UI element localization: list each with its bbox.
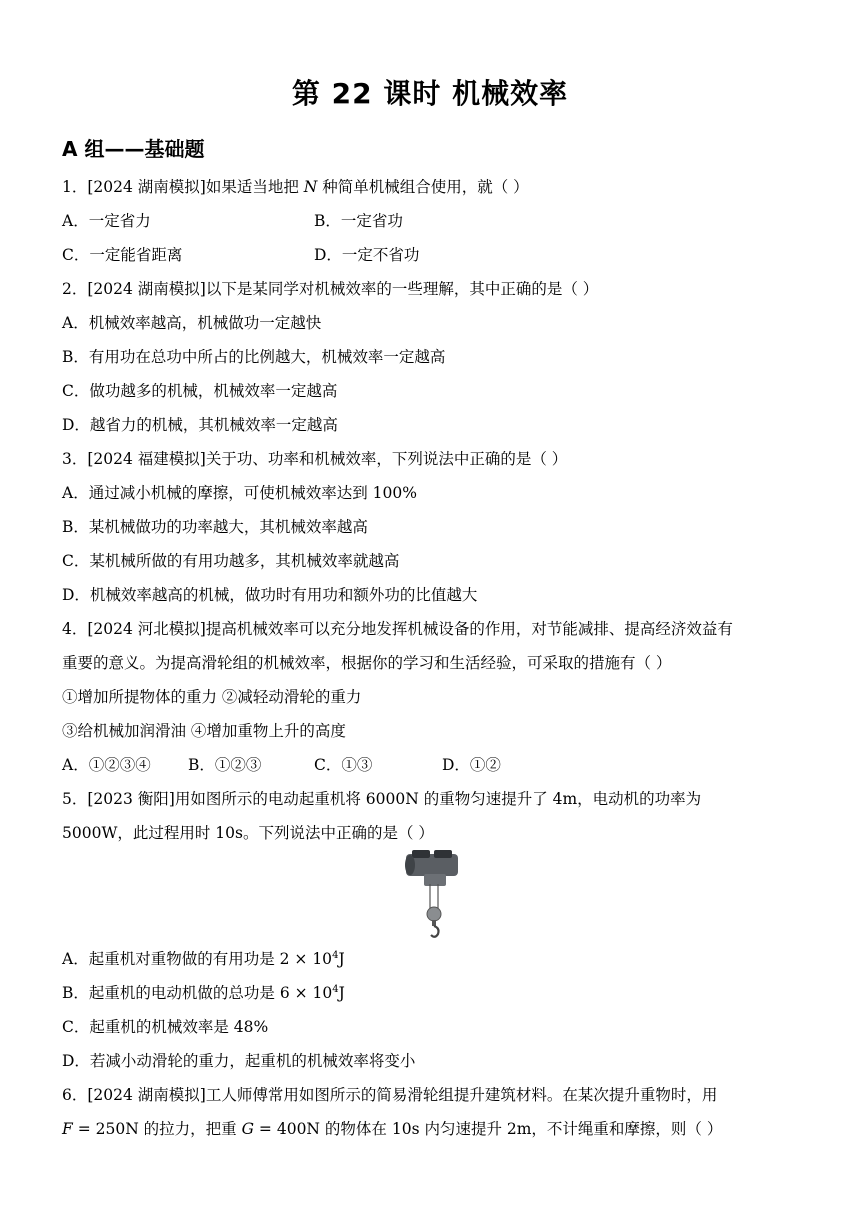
q1-var-n: N	[303, 178, 318, 196]
q5-stem-line1: 5．[2023 衡阳]用如图所示的电动起重机将 6000N 的重物匀速提升了 4m，电动机的功率为	[62, 790, 702, 808]
q5-option-b	[62, 982, 345, 1004]
q5-option-a-text: A．起重机对重物做的有用功是 2 × 10	[62, 950, 333, 968]
q5-option-b-text: B．起重机的电动机做的总功是 6 × 10	[62, 984, 333, 1002]
crane-hook-shank	[432, 920, 436, 926]
q6-var-f: F	[62, 1120, 73, 1138]
q5-option-a-exponent: 4	[332, 950, 339, 961]
q5-option-a-unit: J	[338, 950, 345, 968]
q2-option-d: D．越省力的机械，其机械效率一定越高	[62, 416, 338, 434]
q3-option-d: D．机械效率越高的机械，做功时有用功和额外功的比值越大	[62, 586, 478, 604]
q6-var-g: G	[241, 1120, 254, 1138]
q6-stem-line1: 6．[2024 湖南模拟]工人师傅常用如图所示的简易滑轮组提升建筑材料。在某次提升重物时，用	[62, 1086, 718, 1104]
q1-option-d: D．一定不省功	[314, 246, 420, 264]
q3-option-a: A．通过减小机械的摩擦，可使机械效率达到 100%	[62, 484, 417, 502]
q2-option-a: A．机械效率越高，机械做功一定越快	[62, 314, 322, 332]
crane-drum	[424, 874, 446, 886]
q4-measures-line2: ③给机械加润滑油 ④增加重物上升的高度	[62, 722, 346, 740]
crane-gear-top	[434, 850, 452, 858]
q3-stem: 3．[2024 福建模拟]关于功、功率和机械效率，下列说法中正确的是（ ）	[62, 450, 568, 468]
q1-stem	[62, 176, 529, 198]
crane-pulley	[427, 907, 441, 921]
q5-option-b-unit: J	[338, 984, 345, 1002]
q4-option-d: D．①②	[442, 756, 501, 774]
q1-stem-suffix: 种简单机械组合使用，就（ ）	[317, 178, 529, 196]
q4-stem-line1: 4．[2024 河北模拟]提高机械效率可以充分地发挥机械设备的作用，对节能减排、提高经济效益有	[62, 620, 733, 638]
q6-f-value: = 250N 的拉力，把重	[72, 1120, 242, 1138]
q3-option-b: B．某机械做功的功率越大，其机械效率越高	[62, 518, 368, 536]
q5-option-c: C．起重机的机械效率是 48%	[62, 1018, 269, 1036]
crane-motor-top	[412, 850, 430, 858]
q6-stem-line2	[62, 1118, 722, 1140]
crane-hook-icon	[431, 926, 439, 937]
crane-figure	[404, 848, 460, 940]
q2-option-c: C．做功越多的机械，机械效率一定越高	[62, 382, 338, 400]
page-title: 第 22 课时 机械效率	[291, 77, 569, 110]
crane-end-cap	[405, 855, 415, 875]
q2-option-b: B．有用功在总功中所占的比例越大，机械效率一定越高	[62, 348, 446, 366]
q5-option-d: D．若减小动滑轮的重力，起重机的机械效率将变小	[62, 1052, 416, 1070]
q1-option-c: C．一定能省距离	[62, 246, 183, 264]
q1-option-b: B．一定省功	[314, 212, 403, 230]
q2-stem: 2．[2024 湖南模拟]以下是某同学对机械效率的一些理解，其中正确的是（ ）	[62, 280, 599, 298]
q1-stem-prefix: 1．[2024 湖南模拟]如果适当地把	[62, 178, 304, 196]
q4-option-a: A．①②③④	[62, 756, 151, 774]
q5-option-a	[62, 948, 345, 970]
q6-g-value: = 400N 的物体在 10s 内匀速提升 2m，不计绳重和摩擦，则（ ）	[254, 1120, 723, 1138]
q5-stem-line2: 5000W，此过程用时 10s。下列说法中正确的是（ ）	[62, 824, 434, 842]
q4-option-c: C．①③	[314, 756, 373, 774]
q3-option-c: C．某机械所做的有用功越多，其机械效率就越高	[62, 552, 400, 570]
q5-option-b-exponent: 4	[332, 984, 339, 995]
q1-option-a: A．一定省力	[62, 212, 151, 230]
q4-stem-line2: 重要的意义。为提高滑轮组的机械效率，根据你的学习和生活经验，可采取的措施有（ ）	[62, 654, 672, 672]
q4-measures-line1: ①增加所提物体的重力 ②减轻动滑轮的重力	[62, 688, 362, 706]
q4-option-b: B．①②③	[188, 756, 262, 774]
section-heading: A 组——基础题	[62, 137, 205, 161]
